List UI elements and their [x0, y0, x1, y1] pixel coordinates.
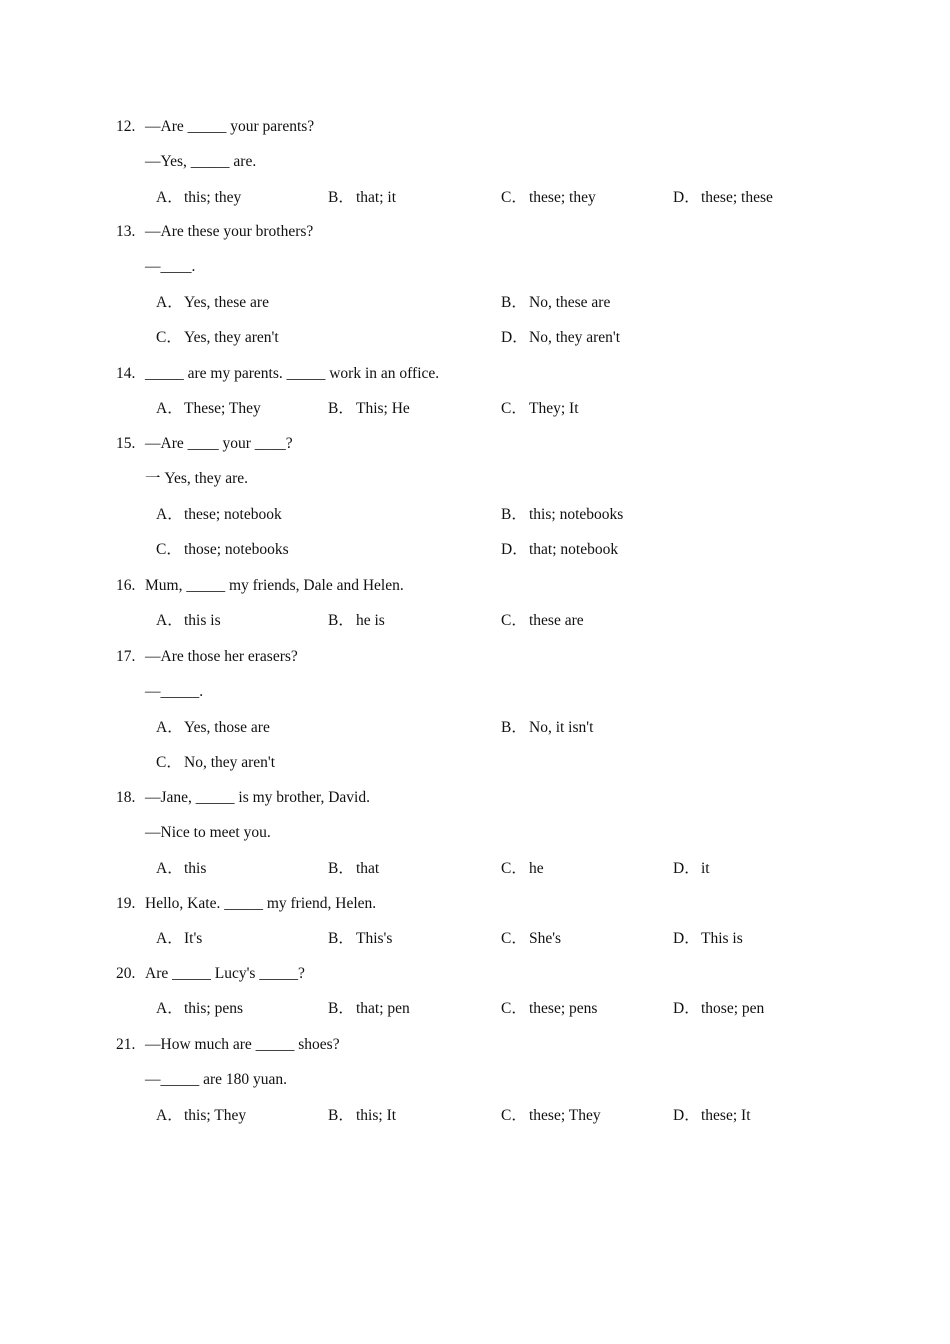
option-d[interactable]	[673, 929, 743, 949]
question-text: —Are _____ your parents?	[145, 118, 315, 135]
option-a[interactable]	[156, 929, 202, 949]
option-a[interactable]	[156, 188, 241, 208]
question-text: —Nice to meet you.	[145, 824, 271, 842]
option-letter: C．	[501, 930, 527, 948]
question-text: —____.	[145, 258, 196, 276]
options-row	[116, 399, 836, 434]
option-b[interactable]	[328, 999, 410, 1019]
option-c[interactable]	[156, 540, 289, 560]
option-letter: A．	[156, 188, 183, 206]
option-text: these; notebook	[184, 505, 282, 523]
question-stem	[116, 788, 836, 823]
option-text: These; They	[184, 400, 261, 418]
question-response-line	[116, 1070, 836, 1105]
option-text: this; they	[184, 188, 242, 206]
option-a[interactable]	[156, 999, 243, 1019]
option-text: this	[184, 859, 207, 877]
option-letter: A．	[156, 612, 183, 630]
option-letter: B．	[328, 188, 354, 206]
option-text: these; these	[701, 188, 773, 206]
option-c[interactable]	[501, 188, 596, 208]
option-letter: B．	[328, 859, 354, 877]
option-c[interactable]	[156, 328, 279, 348]
option-b[interactable]	[328, 859, 379, 879]
question-number: 13.	[116, 223, 136, 240]
option-letter: B．	[328, 930, 354, 948]
options-row	[116, 859, 836, 894]
option-text: Yes, those are	[184, 718, 270, 736]
option-letter: B．	[328, 1000, 354, 1018]
option-d[interactable]	[673, 999, 764, 1019]
question-number: 15.	[116, 435, 136, 452]
question-stem	[116, 1035, 836, 1070]
option-text: No, they aren't	[184, 753, 276, 771]
option-text: this; notebooks	[529, 505, 624, 523]
option-letter: C．	[501, 400, 527, 418]
question-text: 一 Yes, they are.	[145, 470, 249, 488]
question-response-line	[116, 469, 836, 504]
option-a[interactable]	[156, 611, 221, 631]
option-text: this; pens	[184, 1000, 243, 1018]
option-text: that; pen	[356, 1000, 410, 1018]
option-letter: D．	[501, 328, 528, 346]
options-row	[116, 540, 836, 575]
question-16	[116, 576, 836, 647]
question-stem	[116, 964, 836, 999]
option-b[interactable]	[501, 718, 593, 738]
option-text: these; pens	[529, 1000, 598, 1018]
option-letter: A．	[156, 400, 183, 418]
option-letter: A．	[156, 718, 183, 736]
question-text: Hello, Kate. _____ my friend, Helen.	[145, 895, 377, 912]
option-b[interactable]	[328, 611, 385, 631]
option-letter: A．	[156, 293, 183, 311]
question-stem	[116, 576, 836, 611]
question-text: _____ are my parents. _____ work in an office.	[145, 365, 440, 382]
option-text: No, these are	[529, 293, 611, 311]
option-c[interactable]	[501, 611, 584, 631]
option-letter: B．	[328, 612, 354, 630]
option-text: Yes, they aren't	[184, 328, 279, 346]
question-response-line	[116, 823, 836, 858]
option-text: those; notebooks	[184, 540, 289, 558]
option-a[interactable]	[156, 718, 270, 738]
question-stem	[116, 434, 836, 469]
question-18	[116, 788, 836, 894]
question-number: 21.	[116, 1036, 136, 1053]
question-19	[116, 894, 836, 965]
option-c[interactable]	[156, 753, 275, 773]
question-stem	[116, 117, 836, 152]
option-text: this; It	[356, 1106, 397, 1124]
option-letter: C．	[156, 540, 182, 558]
option-letter: C．	[156, 753, 182, 771]
option-text: She's	[529, 930, 562, 948]
option-letter: C．	[501, 188, 527, 206]
question-14	[116, 364, 836, 435]
option-letter: C．	[501, 1106, 527, 1124]
option-text: No, they aren't	[529, 328, 621, 346]
option-text: No, it isn't	[529, 718, 594, 736]
options-row	[116, 999, 836, 1034]
options-row	[116, 293, 836, 328]
option-letter: D．	[501, 540, 528, 558]
question-stem	[116, 647, 836, 682]
option-a[interactable]	[156, 399, 261, 419]
question-stem	[116, 222, 836, 257]
option-b[interactable]	[328, 188, 396, 208]
option-text: that; it	[356, 188, 397, 206]
question-response-line	[116, 682, 836, 717]
options-row	[116, 718, 836, 753]
question-number: 12.	[116, 118, 136, 135]
question-text: —_____ are 180 yuan.	[145, 1071, 288, 1089]
option-text: these; they	[529, 188, 596, 206]
options-row	[116, 1106, 836, 1141]
question-text: —Are ____ your ____?	[145, 435, 293, 452]
option-c[interactable]	[501, 399, 579, 419]
option-letter: C．	[501, 612, 527, 630]
question-21	[116, 1035, 836, 1141]
option-text: This's	[356, 930, 393, 948]
option-b[interactable]	[501, 293, 610, 313]
option-text: these are	[529, 612, 584, 630]
options-row	[116, 328, 836, 363]
options-row	[116, 929, 836, 964]
question-text: —Are these your brothers?	[145, 223, 314, 240]
option-a[interactable]	[156, 505, 282, 525]
question-20	[116, 964, 836, 1035]
option-text: This; He	[356, 400, 410, 418]
question-text: —How much are _____ shoes?	[145, 1036, 340, 1053]
option-letter: A．	[156, 505, 183, 523]
option-text: these; It	[701, 1106, 751, 1124]
option-a[interactable]	[156, 1106, 246, 1126]
option-d[interactable]	[673, 859, 710, 879]
question-number: 19.	[116, 895, 136, 912]
option-b[interactable]	[328, 399, 410, 419]
option-letter: D．	[673, 1106, 700, 1124]
option-text: this; They	[184, 1106, 247, 1124]
question-stem	[116, 364, 836, 399]
question-response-line	[116, 152, 836, 187]
option-letter: C．	[501, 1000, 527, 1018]
question-number: 16.	[116, 577, 136, 594]
question-number: 14.	[116, 365, 136, 382]
option-letter: D．	[673, 859, 700, 877]
option-d[interactable]	[673, 1106, 751, 1126]
option-text: that; notebook	[529, 540, 619, 558]
option-b[interactable]	[328, 929, 392, 949]
question-12	[116, 117, 836, 223]
question-15	[116, 434, 836, 575]
question-response-line	[116, 257, 836, 292]
option-text: Yes, these are	[184, 293, 269, 311]
option-text: these; They	[529, 1106, 601, 1124]
option-letter: B．	[501, 505, 527, 523]
question-17	[116, 647, 836, 788]
question-text: —_____.	[145, 683, 204, 701]
option-letter: B．	[328, 1106, 354, 1124]
question-text: —Yes, _____ are.	[145, 153, 257, 171]
option-text: he	[529, 859, 544, 877]
options-row	[116, 505, 836, 540]
options-row	[116, 611, 836, 646]
option-c[interactable]	[501, 999, 597, 1019]
question-number: 18.	[116, 789, 136, 806]
question-number: 17.	[116, 648, 136, 665]
option-d[interactable]	[673, 188, 773, 208]
options-row	[116, 753, 836, 788]
option-text: that	[356, 859, 380, 877]
option-letter: A．	[156, 859, 183, 877]
option-b[interactable]	[501, 505, 623, 525]
option-text: it	[701, 859, 710, 877]
option-c[interactable]	[501, 929, 561, 949]
option-text: This is	[701, 930, 743, 948]
option-b[interactable]	[328, 1106, 396, 1126]
option-letter: B．	[328, 400, 354, 418]
option-a[interactable]	[156, 293, 269, 313]
option-c[interactable]	[501, 1106, 601, 1126]
option-letter: A．	[156, 1000, 183, 1018]
option-text: this is	[184, 612, 221, 630]
question-13	[116, 222, 836, 363]
option-text: he is	[356, 612, 385, 630]
question-text: —Jane, _____ is my brother, David.	[145, 789, 370, 806]
question-text: Mum, _____ my friends, Dale and Helen.	[145, 577, 404, 594]
option-letter: A．	[156, 1106, 183, 1124]
option-d[interactable]	[501, 328, 620, 348]
question-text: Are _____ Lucy's _____?	[145, 965, 305, 982]
option-letter: C．	[501, 859, 527, 877]
option-text: those; pen	[701, 1000, 765, 1018]
option-text: They; It	[529, 400, 579, 418]
option-letter: C．	[156, 328, 182, 346]
option-letter: D．	[673, 188, 700, 206]
question-stem	[116, 894, 836, 929]
option-letter: A．	[156, 930, 183, 948]
option-letter: D．	[673, 1000, 700, 1018]
option-text: It's	[184, 930, 203, 948]
question-number: 20.	[116, 965, 136, 982]
option-a[interactable]	[156, 859, 206, 879]
question-text: —Are those her erasers?	[145, 648, 298, 665]
option-letter: D．	[673, 930, 700, 948]
option-letter: B．	[501, 718, 527, 736]
option-letter: B．	[501, 293, 527, 311]
option-d[interactable]	[501, 540, 618, 560]
option-c[interactable]	[501, 859, 544, 879]
options-row	[116, 188, 836, 223]
